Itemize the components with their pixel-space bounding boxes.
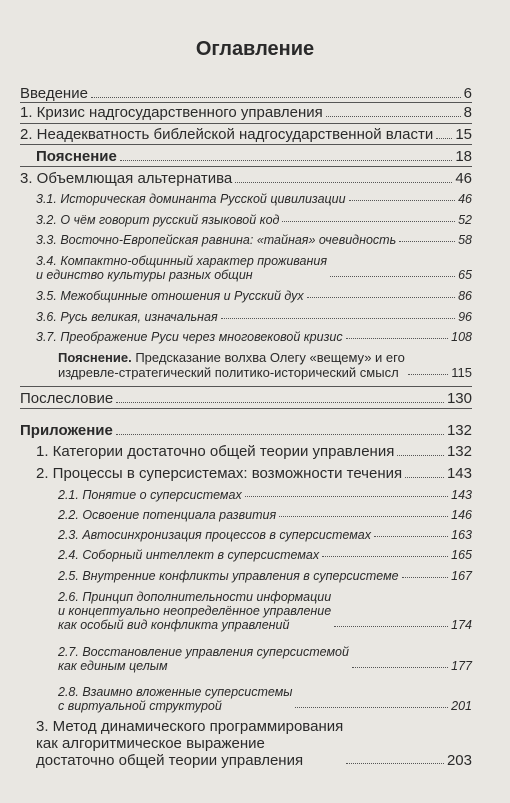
toc-entry [36,330,472,344]
toc-page-number: 163 [451,528,472,542]
toc-entry-title [20,86,88,103]
toc-page-number: 146 [451,508,472,522]
toc-entry-title [20,171,232,188]
toc-dot-leader [436,138,452,139]
toc-dot-leader [397,455,444,456]
separator-line [20,408,472,409]
toc-entry-title [58,569,399,583]
toc-entry [36,233,472,247]
toc-entry-title [36,330,343,344]
toc-entry [58,569,472,583]
toc-entry-title [36,466,402,483]
toc-entry [58,488,472,502]
toc-dot-leader [322,556,448,557]
toc-entry-title [58,351,405,380]
toc-page-number: 174 [451,618,472,632]
toc-entry [36,254,472,282]
toc-entry-title-line: Введение [20,85,88,102]
toc-entry-title-line: как единым целым [58,659,168,673]
toc-entry [36,192,472,206]
toc-page-number: 132 [446,422,472,439]
toc-entry-title-line: 1. Кризис надгосударственного управления [20,104,323,121]
toc-entry-title [58,590,331,632]
toc-entry-title-line: 3.3. Восточно-Европейская равнина: «тайная» очевидность [36,233,397,247]
toc-entry [58,548,472,562]
separator-line [20,166,472,167]
separator-line [20,144,472,145]
toc-entry-title-line: 3. Объемлющая альтернатива [20,170,233,187]
toc-page-number: 86 [458,289,472,303]
toc-page-number: 108 [451,330,472,344]
toc-entry-title-line: и концептуально неопределённое управление [58,604,332,618]
toc-entry [20,127,472,144]
toc-entry-title-line: 3.2. О чём говорит русский языковой код [36,213,280,227]
toc-entry [58,590,472,632]
toc-entry-title [36,213,279,227]
toc-entry-title-line: 2.6. Принцип дополнительности информации [58,590,332,604]
separator-line [20,123,472,124]
toc-entry-title-line: 1. Категории достаточно общей теории управления [36,443,395,460]
toc-entry-title [20,127,433,144]
toc-entry-title-line: Приложение [20,422,113,439]
toc-entry-title-line: 3.1. Историческая доминанта Русской цивилизации [36,192,346,206]
toc-dot-leader [334,626,448,627]
toc-entry-title [36,719,343,769]
toc-dot-leader [245,496,448,497]
toc-page-number: 58 [458,233,472,247]
toc-entry-title-line: 2.3. Автосинхронизация процессов в суперсистемах [58,528,371,542]
toc-entry [36,289,472,303]
toc-entry-title [58,488,242,502]
toc-entry [58,508,472,522]
toc-page-number: 143 [446,465,472,482]
toc-page-number: 18 [455,148,472,165]
toc-page-number: 46 [458,192,472,206]
toc-dot-leader [120,160,452,161]
toc-dot-leader [346,763,444,764]
toc-dot-leader [295,707,448,708]
toc-entry-title-line: 2.8. Взаимно вложенные суперсистемы [58,685,293,699]
toc-entry-title [36,310,218,324]
toc-page-number: 65 [458,268,472,282]
toc-dot-leader [349,200,456,201]
toc-entry [20,423,472,440]
toc-page-number: 130 [446,390,472,407]
toc-dot-leader [235,182,452,183]
toc-entry-title-line: 3.5. Межобщинные отношения и Русский дух [36,289,304,303]
toc-entry-title [58,685,292,713]
toc-entry-title-line: 2. Неадекватность библейской надгосударственной власти [20,126,434,143]
toc-entry-title-line: 2.2. Освоение потенциала развития [58,508,277,522]
toc-entry-title-line: с виртуальной структурой [58,699,222,713]
toc-page-number: 52 [458,213,472,227]
toc-entry-title-line: 2.7. Восстановление управления суперсистемой [58,645,349,659]
toc-entry [58,645,472,673]
toc-page-number: 167 [451,569,472,583]
toc-entry [36,444,472,461]
toc-entry [36,719,472,769]
toc-entry-title [58,508,276,522]
toc-entry-title-line: Пояснение [36,148,117,165]
toc-dot-leader [405,477,444,478]
toc-entry-title-line: 3.4. Компактно-общинный характер проживания [36,254,328,268]
toc-entry-title [36,233,396,247]
toc-entry-title-line: 2. Процессы в суперсистемах: возможности течения [36,465,403,482]
toc-entry-title-line: 3.7. Преображение Руси через многовековой кризис [36,330,343,344]
toc-entry-title-line: 2.1. Понятие о суперсистемах [58,488,242,502]
toc-page-number: 15 [455,126,472,143]
toc-entry-title [36,289,304,303]
toc-dot-leader [352,667,448,668]
toc-dot-leader [279,516,448,517]
toc-entry [20,105,472,122]
toc-entry-title [36,444,394,461]
toc-dot-leader [346,338,449,339]
toc-page-number: 46 [455,170,472,187]
toc-page-number: 165 [451,548,472,562]
toc-dot-leader [307,297,455,298]
toc-entry-title [58,645,349,673]
toc-entry [20,391,472,408]
toc-page-number: 132 [446,443,472,460]
page-title: Оглавление [195,38,315,60]
toc-entry [20,171,472,188]
toc-entry-title [58,528,371,542]
toc-page-number: 8 [463,104,472,121]
toc-dot-leader [116,434,444,435]
toc-dot-leader [91,97,461,98]
toc-page-number: 177 [451,659,472,673]
toc-entry-title-line: как алгоритмическое выражение [36,734,265,752]
toc-dot-leader [399,241,455,242]
toc-page-number: 96 [458,310,472,324]
toc-dot-leader [326,116,461,117]
toc-entry-title [20,105,323,122]
toc-entry-title-line: как особый вид конфликта управлений [58,618,290,632]
toc-page-number: 201 [451,699,472,713]
toc-entry-title [36,149,117,166]
toc-entry [58,351,472,380]
toc-entry-title-line: Послесловие [20,390,114,407]
toc-page-number: 6 [463,85,472,102]
toc-entry [58,685,472,713]
separator-line [20,102,472,103]
toc-page-number: 143 [451,488,472,502]
toc-dot-leader [330,276,455,277]
toc-entry [36,466,472,483]
toc-entry-title-line: издревле-стратегический политико-исторический смысл [58,364,399,380]
toc-entry-title-line: 2.5. Внутренние конфликты управления в суперсистеме [58,569,399,583]
toc-entry [20,86,472,103]
toc-page-number: 115 [451,364,472,380]
toc-dot-leader [408,374,448,375]
toc-entry-title-line: 3.6. Русь великая, изначальная [36,310,218,324]
toc-dot-leader [374,536,448,537]
toc-entry-title-text: Предсказание волхва Олегу «вещему» и его [131,350,405,365]
toc-entry-title-line: 2.4. Соборный интеллект в суперсистемах [58,548,320,562]
toc-dot-leader [282,221,455,222]
toc-entry-title-line: и единство культуры разных общин [36,268,253,282]
toc-dot-leader [221,318,455,319]
toc-entry-title-line [58,351,405,366]
toc-page-number: 203 [446,751,472,769]
toc-entry-title-line: 3. Метод динамического программирования [36,718,344,735]
toc-dot-leader [402,577,449,578]
toc-entry-title [36,254,327,282]
toc-entry-title [20,391,113,408]
toc-entry [58,528,472,542]
separator-line [20,386,472,387]
toc-entry-title [58,548,319,562]
toc-entry [36,310,472,324]
toc-entry-prefix: Пояснение. [58,350,132,365]
toc-dot-leader [116,402,444,403]
toc-entry-title [36,192,346,206]
toc-entry-title-line: достаточно общей теории управления [36,751,304,769]
toc-entry-title [20,423,113,440]
toc-entry [36,149,472,166]
toc-entry [36,213,472,227]
